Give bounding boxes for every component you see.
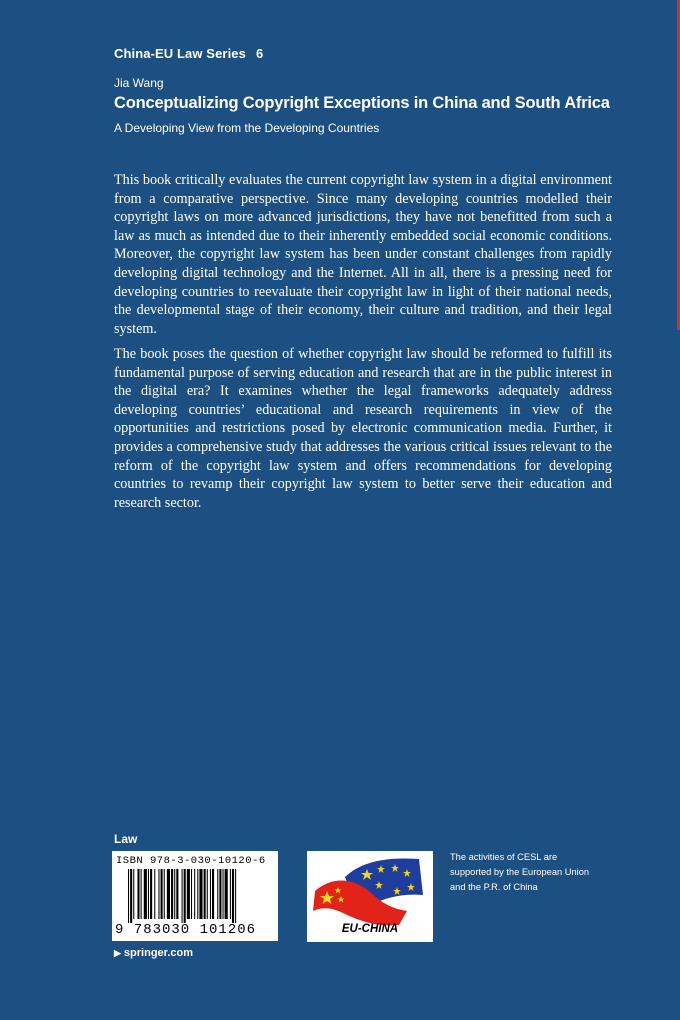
barcode-bar <box>158 869 159 919</box>
book-title: Conceptualizing Copyright Exceptions in China and South Africa <box>114 94 610 112</box>
eu-china-logo <box>307 851 433 942</box>
barcode-bar <box>182 869 183 923</box>
arrow-right-icon: ▶ <box>114 948 121 958</box>
series-line <box>114 46 263 61</box>
isbn-barcode <box>112 851 278 941</box>
series-name: China-EU Law Series <box>114 46 246 61</box>
ean-digits: 9 783030 101206 <box>115 922 257 938</box>
barcode-bar <box>130 869 132 923</box>
eu-china-logo-label: EU-CHINA <box>341 923 399 935</box>
author-name: Jia Wang <box>114 76 164 90</box>
barcode-bar <box>191 869 192 919</box>
barcode-bar <box>199 869 202 919</box>
cesl-support-note: The activities of CESL are supported by the European Union and the P.R. of China <box>450 852 590 892</box>
publisher-url: springer.com <box>123 947 193 959</box>
barcode-bar <box>194 869 195 919</box>
barcode-bar <box>204 869 206 919</box>
subject-category: Law <box>114 832 138 846</box>
barcode-bar <box>133 869 134 919</box>
barcode-bar <box>150 869 152 919</box>
barcode-bar <box>174 869 175 919</box>
barcode-bar <box>128 869 129 923</box>
barcode-bar <box>207 869 208 919</box>
barcode-bar <box>167 869 170 919</box>
barcode-bar <box>212 869 214 919</box>
barcode-bar <box>232 869 234 923</box>
barcode-bar <box>230 869 231 919</box>
barcode-bar <box>184 869 186 923</box>
isbn-number: ISBN 978-3-030-10120-6 <box>116 855 266 867</box>
barcode-bar <box>144 869 147 919</box>
barcode-bar <box>235 869 236 923</box>
barcode-bar <box>141 869 142 919</box>
barcode-bar <box>148 869 149 919</box>
barcode-bar <box>197 869 198 919</box>
barcode-bar <box>210 869 211 919</box>
barcode-bar <box>154 869 155 919</box>
book-subtitle: A Developing View from the Developing Countries <box>114 121 380 135</box>
barcode-bar <box>219 869 221 919</box>
description-paragraph-2: The book poses the question of whether copyright law should be reformed to fulfill its fundamental purpose of serving education and research that are in the public interest in the digital era? It examines whether the legal frameworks adequately address developing countries’ educational and research requirements in view of the opportunities and restrictions posed by electronic communication media. Further, it provides a comprehensive study that addresses the various critical issues relevant to the reform of the copyright law system and offers recommendations for developing countries to revamp their copyright law system to better serve their education and research sector. <box>114 346 612 511</box>
barcode-bar <box>176 869 178 919</box>
publisher-link[interactable] <box>114 947 193 959</box>
barcode-bar <box>225 869 228 919</box>
description-paragraph-1: This book critically evaluates the current copyright law system in a digital environment from a comparative perspective. Since many developing countries modelled their copyright laws on more advanced jurisdictions, they have not benefitted from such a law as much as intended due to their inherently embedded social economic conditions. Moreover, the copyright law system has been under constant challenges from rapidly developing digital technology and the Internet. All in all, there is a pressing need for developing countries to reevaluate their copyright law in light of their national needs, the developmental stage of their economy, their culture and tradition, and their legal system. <box>114 172 612 337</box>
barcode-bar <box>223 869 224 919</box>
barcode-bar <box>187 869 190 919</box>
barcode-bar <box>217 869 218 919</box>
barcode-bar <box>171 869 173 919</box>
barcode-bars <box>128 869 270 923</box>
barcode-bar <box>161 869 163 919</box>
series-number: 6 <box>255 46 264 61</box>
barcode-bar <box>137 869 139 919</box>
barcode-bar <box>164 869 165 919</box>
